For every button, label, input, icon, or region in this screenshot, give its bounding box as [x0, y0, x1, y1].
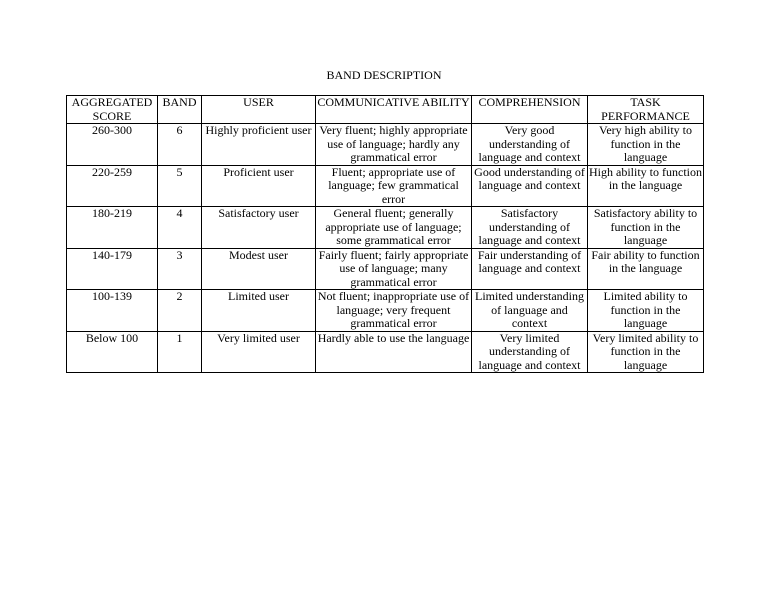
- header-user: USER: [202, 96, 316, 124]
- band-description-table: [66, 95, 704, 373]
- cell-user: Limited user: [202, 290, 316, 332]
- cell-band: 1: [158, 331, 202, 373]
- cell-user: Very limited user: [202, 331, 316, 373]
- page-title: BAND DESCRIPTION: [326, 68, 442, 82]
- cell-communicative-ability: General fluent; generally appropriate use of language; some grammatical error: [316, 207, 472, 249]
- cell-task-performance: Very high ability to function in the language: [588, 124, 704, 166]
- header-comprehension: COMPREHENSION: [472, 96, 588, 124]
- table-header-row: [67, 96, 704, 124]
- cell-comprehension: Good understanding of language and context: [472, 165, 588, 207]
- cell-score: 180-219: [67, 207, 158, 249]
- cell-band: 6: [158, 124, 202, 166]
- cell-task-performance: Very limited ability to function in the language: [588, 331, 704, 373]
- cell-communicative-ability: Very fluent; highly appropriate use of language; hardly any grammatical error: [316, 124, 472, 166]
- cell-user: Modest user: [202, 248, 316, 290]
- cell-comprehension: Limited understanding of language and context: [472, 290, 588, 332]
- cell-communicative-ability: Hardly able to use the language: [316, 331, 472, 373]
- cell-score: 140-179: [67, 248, 158, 290]
- header-task-performance: TASK PERFORMANCE: [588, 96, 704, 124]
- cell-comprehension: Fair understanding of language and context: [472, 248, 588, 290]
- cell-band: 5: [158, 165, 202, 207]
- cell-score: 220-259: [67, 165, 158, 207]
- cell-user: Highly proficient user: [202, 124, 316, 166]
- cell-communicative-ability: Fluent; appropriate use of language; few grammatical error: [316, 165, 472, 207]
- cell-band: 4: [158, 207, 202, 249]
- cell-score: 100-139: [67, 290, 158, 332]
- cell-band: 2: [158, 290, 202, 332]
- table-row: [67, 331, 704, 373]
- cell-task-performance: Satisfactory ability to function in the language: [588, 207, 704, 249]
- cell-comprehension: Very limited understanding of language and context: [472, 331, 588, 373]
- cell-comprehension: Satisfactory understanding of language and context: [472, 207, 588, 249]
- cell-user: Proficient user: [202, 165, 316, 207]
- header-communicative-ability: COMMUNICATIVE ABILITY: [316, 96, 472, 124]
- cell-score: Below 100: [67, 331, 158, 373]
- cell-task-performance: Fair ability to function in the language: [588, 248, 704, 290]
- cell-communicative-ability: Not fluent; inappropriate use of language; very frequent grammatical error: [316, 290, 472, 332]
- cell-communicative-ability: Fairly fluent; fairly appropriate use of language; many grammatical error: [316, 248, 472, 290]
- header-aggregated-score: AGGREGATED SCORE: [67, 96, 158, 124]
- cell-user: Satisfactory user: [202, 207, 316, 249]
- cell-comprehension: Very good understanding of language and context: [472, 124, 588, 166]
- table-row: [67, 124, 704, 166]
- table-row: [67, 248, 704, 290]
- table-row: [67, 290, 704, 332]
- cell-task-performance: Limited ability to function in the language: [588, 290, 704, 332]
- cell-task-performance: High ability to function in the language: [588, 165, 704, 207]
- cell-band: 3: [158, 248, 202, 290]
- cell-score: 260-300: [67, 124, 158, 166]
- table-row: [67, 165, 704, 207]
- header-band: BAND: [158, 96, 202, 124]
- table-row: [67, 207, 704, 249]
